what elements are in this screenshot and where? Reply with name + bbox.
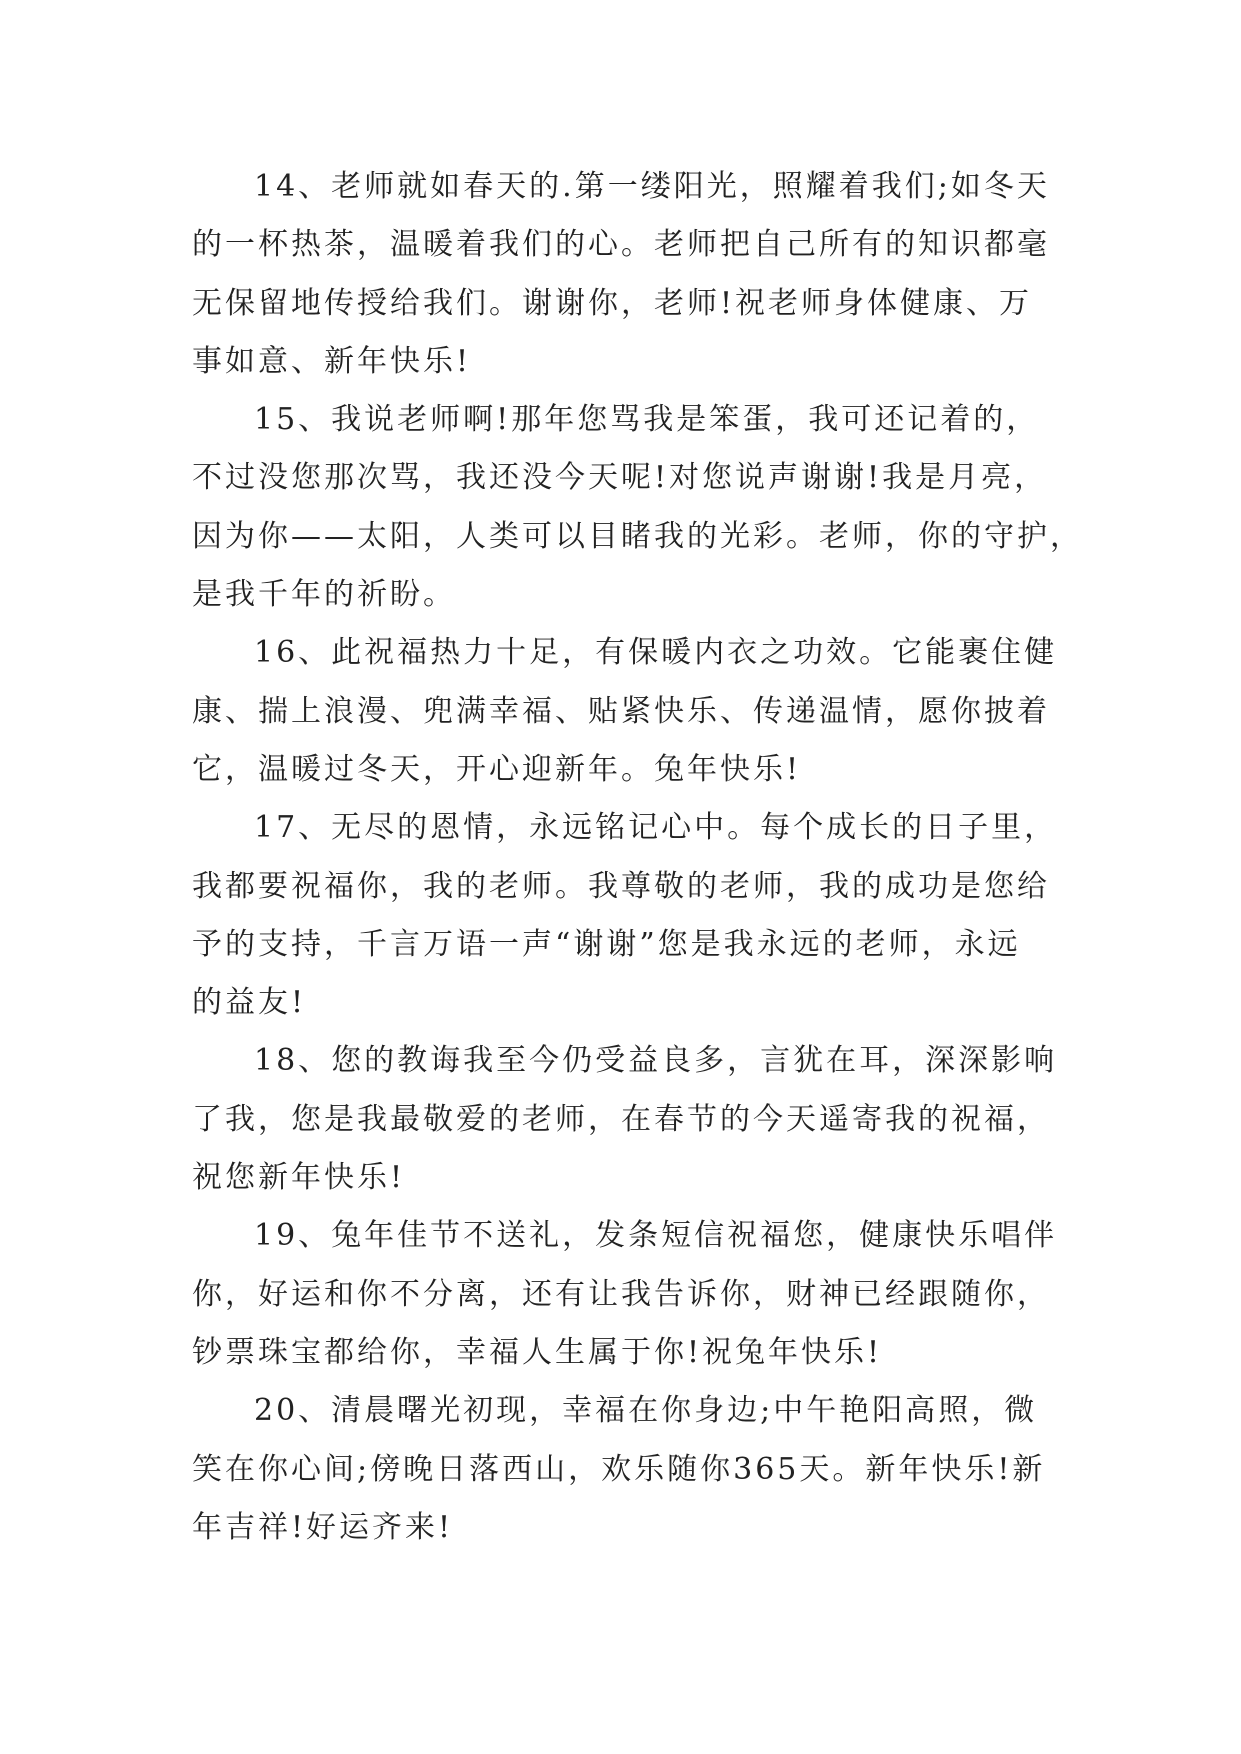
text-line: 我都要祝福你，我的老师。我尊敬的老师，我的成功是您给 [192,868,1050,904]
text-line: 17、无尽的恩情，永远铭记心中。每个成长的日子里， [254,810,1058,846]
text-line: 是我千年的祈盼。 [192,577,456,613]
paragraph-17 [192,799,1058,1032]
text-line: 笑在你心间;傍晚日落西山，欢乐随你365天。新年快乐!新 [192,1451,1046,1487]
text-line: 年吉祥!好运齐来! [192,1509,454,1545]
paragraph-16 [192,624,1058,799]
text-line: 它，温暖过冬天，开心迎新年。兔年快乐! [192,751,802,787]
text-line: 钞票珠宝都给你，幸福人生属于你!祝兔年快乐! [192,1334,883,1370]
text-line: 的益友! [192,985,307,1021]
document-body [192,158,1083,1557]
text-line: 事如意、新年快乐! [192,343,472,379]
text-line: 的一杯热茶，温暖着我们的心。老师把自己所有的知识都毫 [192,227,1050,263]
paragraph-19 [192,1207,1058,1382]
text-line: 不过没您那次骂，我还没今天呢!对您说声谢谢!我是月亮， [192,460,1048,496]
text-line: 14、老师就如春天的.第一缕阳光，照耀着我们;如冬天 [254,169,1050,204]
paragraph-14 [192,158,1054,391]
text-line: 予的支持，千言万语一声“谢谢”您是我永远的老师，永远 [192,926,1021,962]
text-line: 16、此祝福热力十足，有保暖内衣之功效。它能裹住健 [254,635,1058,671]
text-line: 因为你——太阳，人类可以目睹我的光彩。老师，你的守护， [192,518,1083,554]
text-line: 祝您新年快乐! [192,1160,406,1196]
text-line: 18、您的教诲我至今仍受益良多，言犹在耳，深深影响 [254,1043,1058,1079]
text-line: 了我，您是我最敬爱的老师，在春节的今天遥寄我的祝福， [192,1101,1050,1137]
text-line: 无保留地传授给我们。谢谢你，老师!祝老师身体健康、万 [192,285,1033,321]
paragraph-15 [192,391,1083,624]
text-line: 20、清晨曙光初现，幸福在你身边;中午艳阳高照，微 [254,1393,1038,1429]
paragraph-20 [192,1382,1054,1557]
text-line: 19、兔年佳节不送礼，发条短信祝福您，健康快乐唱伴 [254,1218,1058,1254]
text-line: 康、揣上浪漫、兜满幸福、贴紧快乐、传递温情，愿你披着 [192,693,1050,729]
text-line: 15、我说老师啊!那年您骂我是笨蛋，我可还记着的， [254,402,1040,438]
paragraph-18 [192,1032,1058,1207]
text-line: 你，好运和你不分离，还有让我告诉你，财神已经跟随你， [192,1276,1050,1312]
